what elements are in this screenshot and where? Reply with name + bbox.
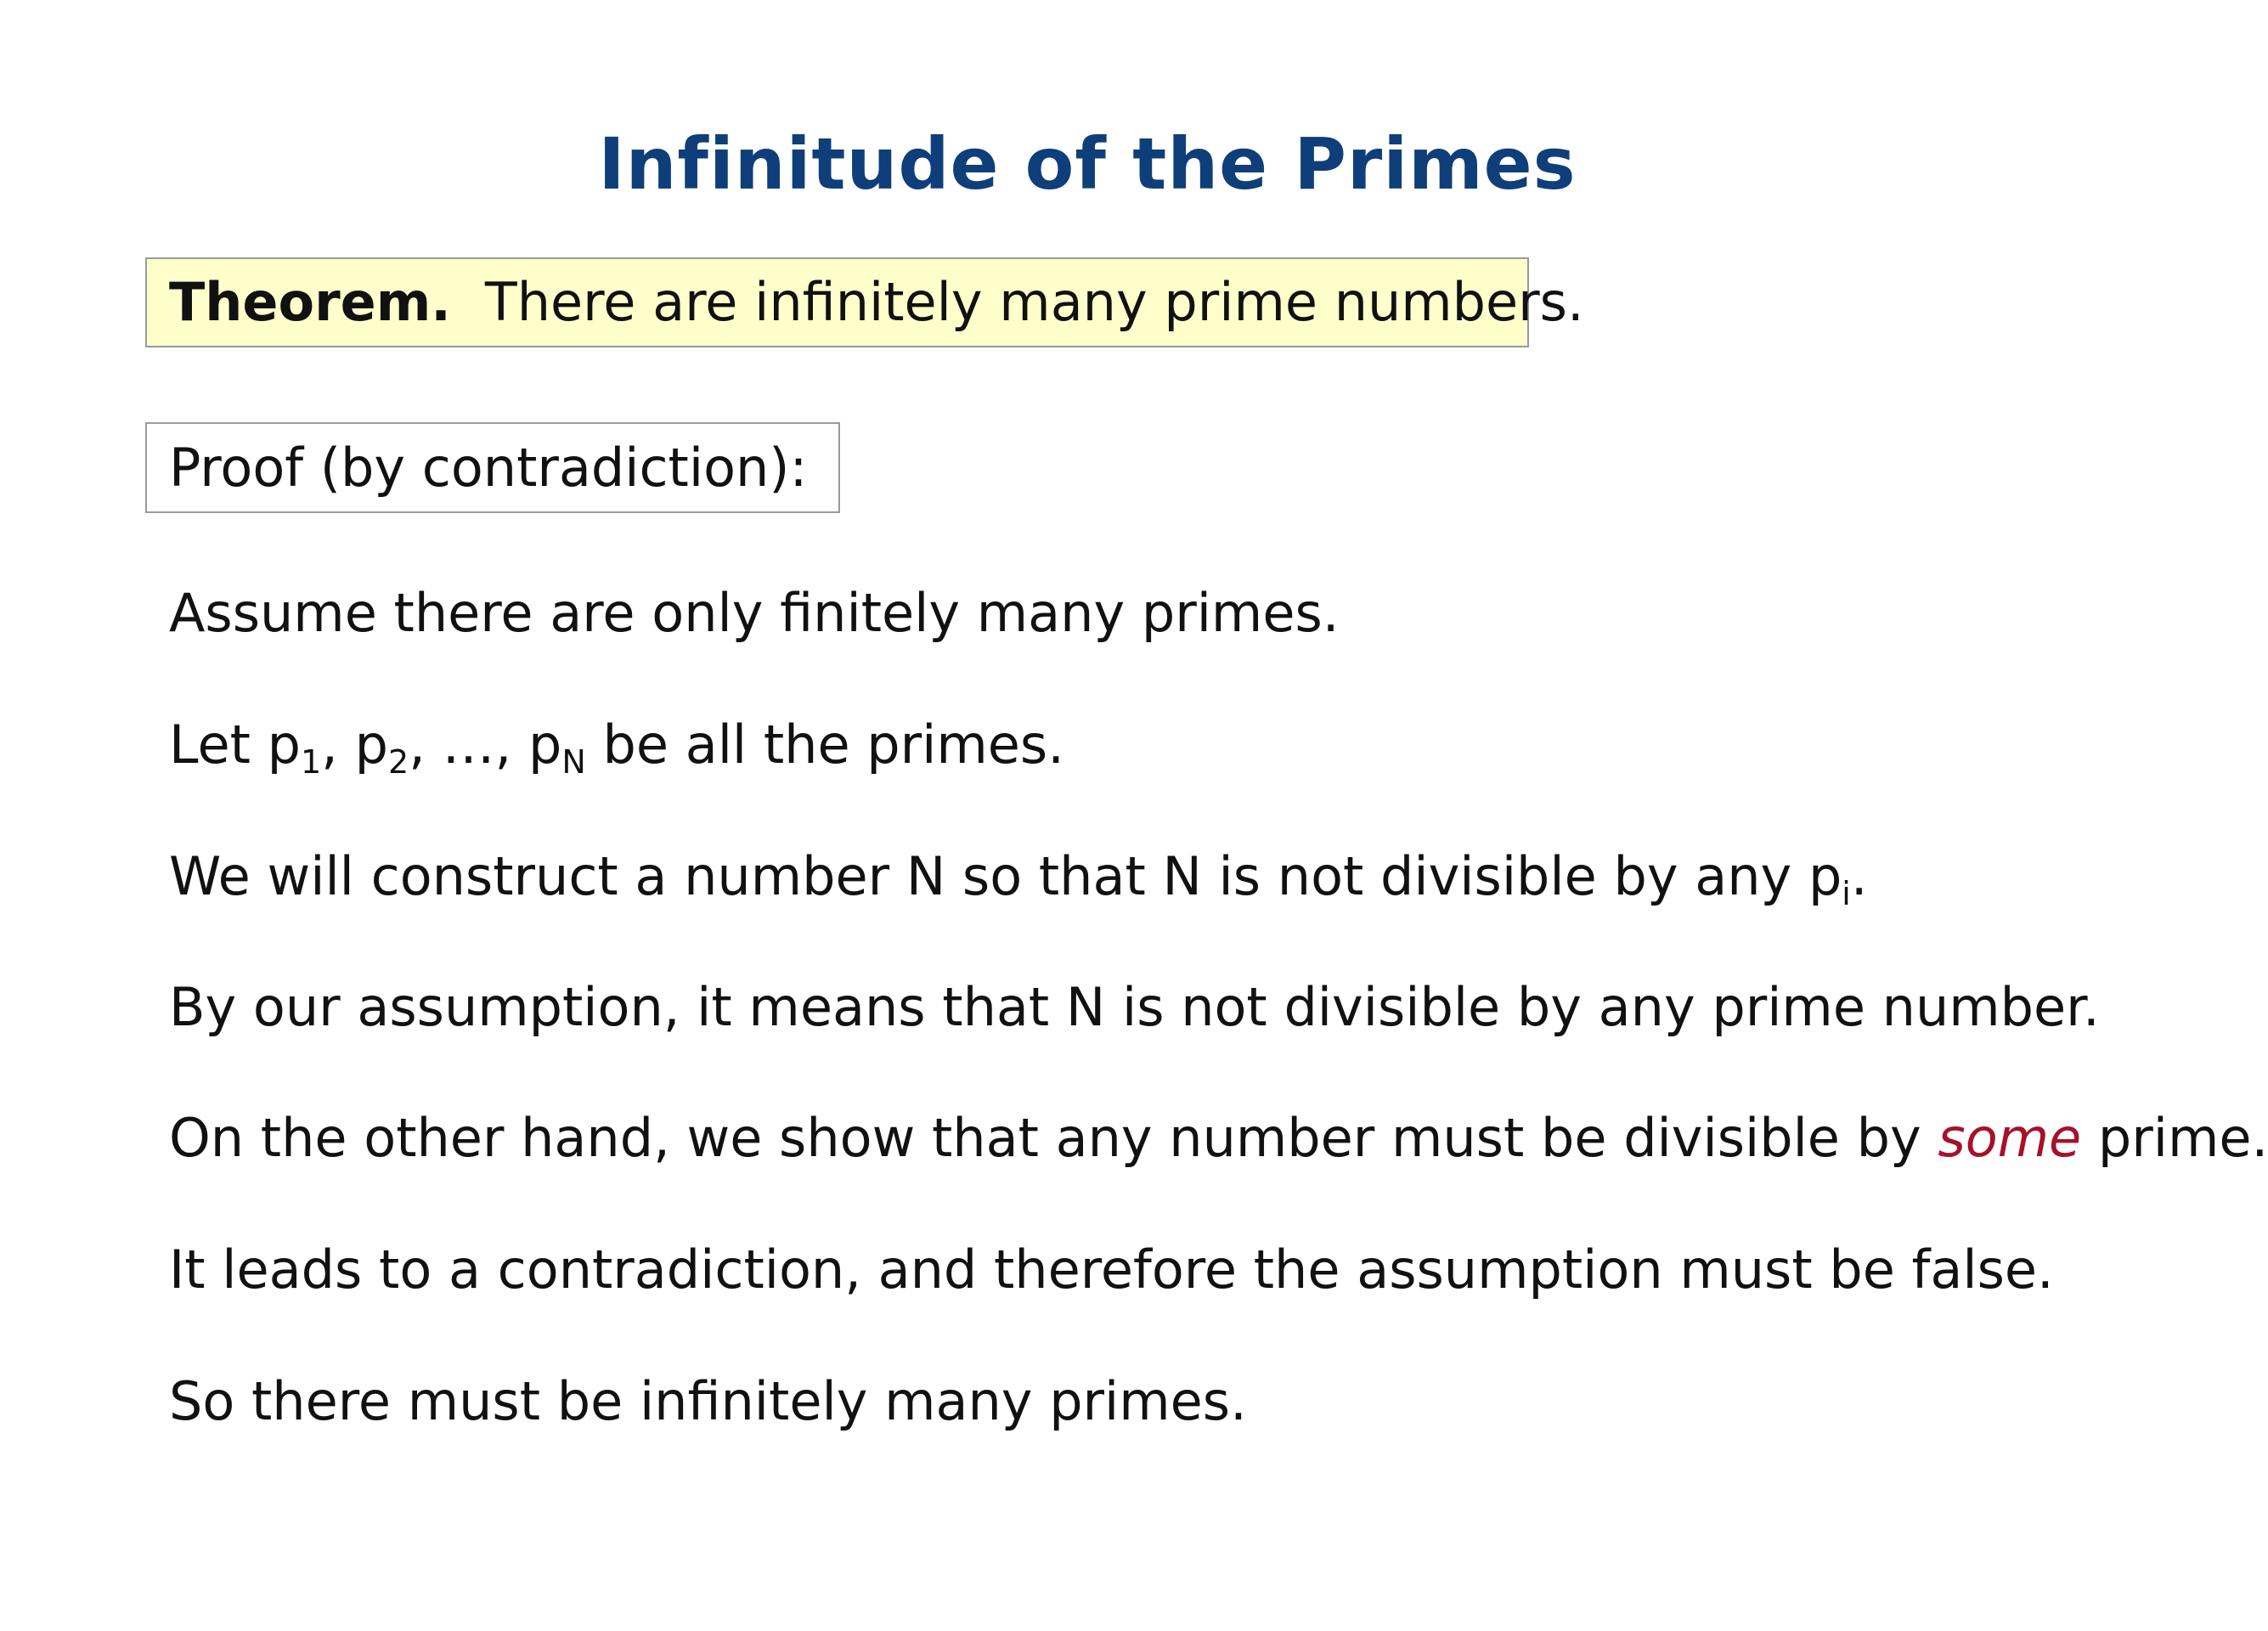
subscript-n: N	[561, 743, 586, 781]
proof-line-5	[169, 1104, 2268, 1172]
subscript-1: 1	[300, 743, 322, 781]
theorem-text: There are infinitely many prime numbers.	[484, 271, 1584, 333]
line2-prefix: Let	[169, 714, 268, 776]
line2-separator-2: , …,	[409, 714, 528, 776]
line2-separator-1: ,	[321, 714, 355, 776]
proof-line-6: It leads to a contradiction, and therefore the assumption must be false.	[169, 1239, 2054, 1301]
proof-line-7: So there must be infinitely many primes.	[169, 1370, 1247, 1432]
proof-line-2	[169, 711, 1064, 779]
theorem-box	[145, 257, 1584, 347]
line5-before: On the other hand, we show that any number must be divisible by	[169, 1107, 1938, 1169]
proof-line-3	[169, 843, 1868, 911]
slide-title: Infinitude of the Primes	[598, 122, 1577, 206]
proof-header: Proof (by contradiction):	[169, 437, 808, 499]
line3-end: .	[1850, 845, 1868, 907]
line3-text: We will construct a number N so that N is not divisible by any	[169, 845, 1808, 907]
prime-p2: p	[354, 714, 388, 776]
proof-header-box	[145, 422, 840, 513]
line2-suffix: be all the primes.	[585, 714, 1064, 776]
theorem-label: Theorem.	[169, 271, 451, 333]
proof-line-1: Assume there are only finitely many primes.	[169, 582, 1340, 644]
line5-after: prime.	[2081, 1107, 2268, 1169]
subscript-2: 2	[387, 743, 409, 781]
proof-line-4: By our assumption, it means that N is not divisible by any prime number.	[169, 976, 2100, 1038]
emphasis-some: some	[1938, 1107, 2082, 1169]
subscript-i: i	[1842, 875, 1851, 912]
prime-p1: p	[267, 714, 301, 776]
prime-pi: p	[1808, 845, 1842, 907]
prime-pn: p	[528, 714, 562, 776]
